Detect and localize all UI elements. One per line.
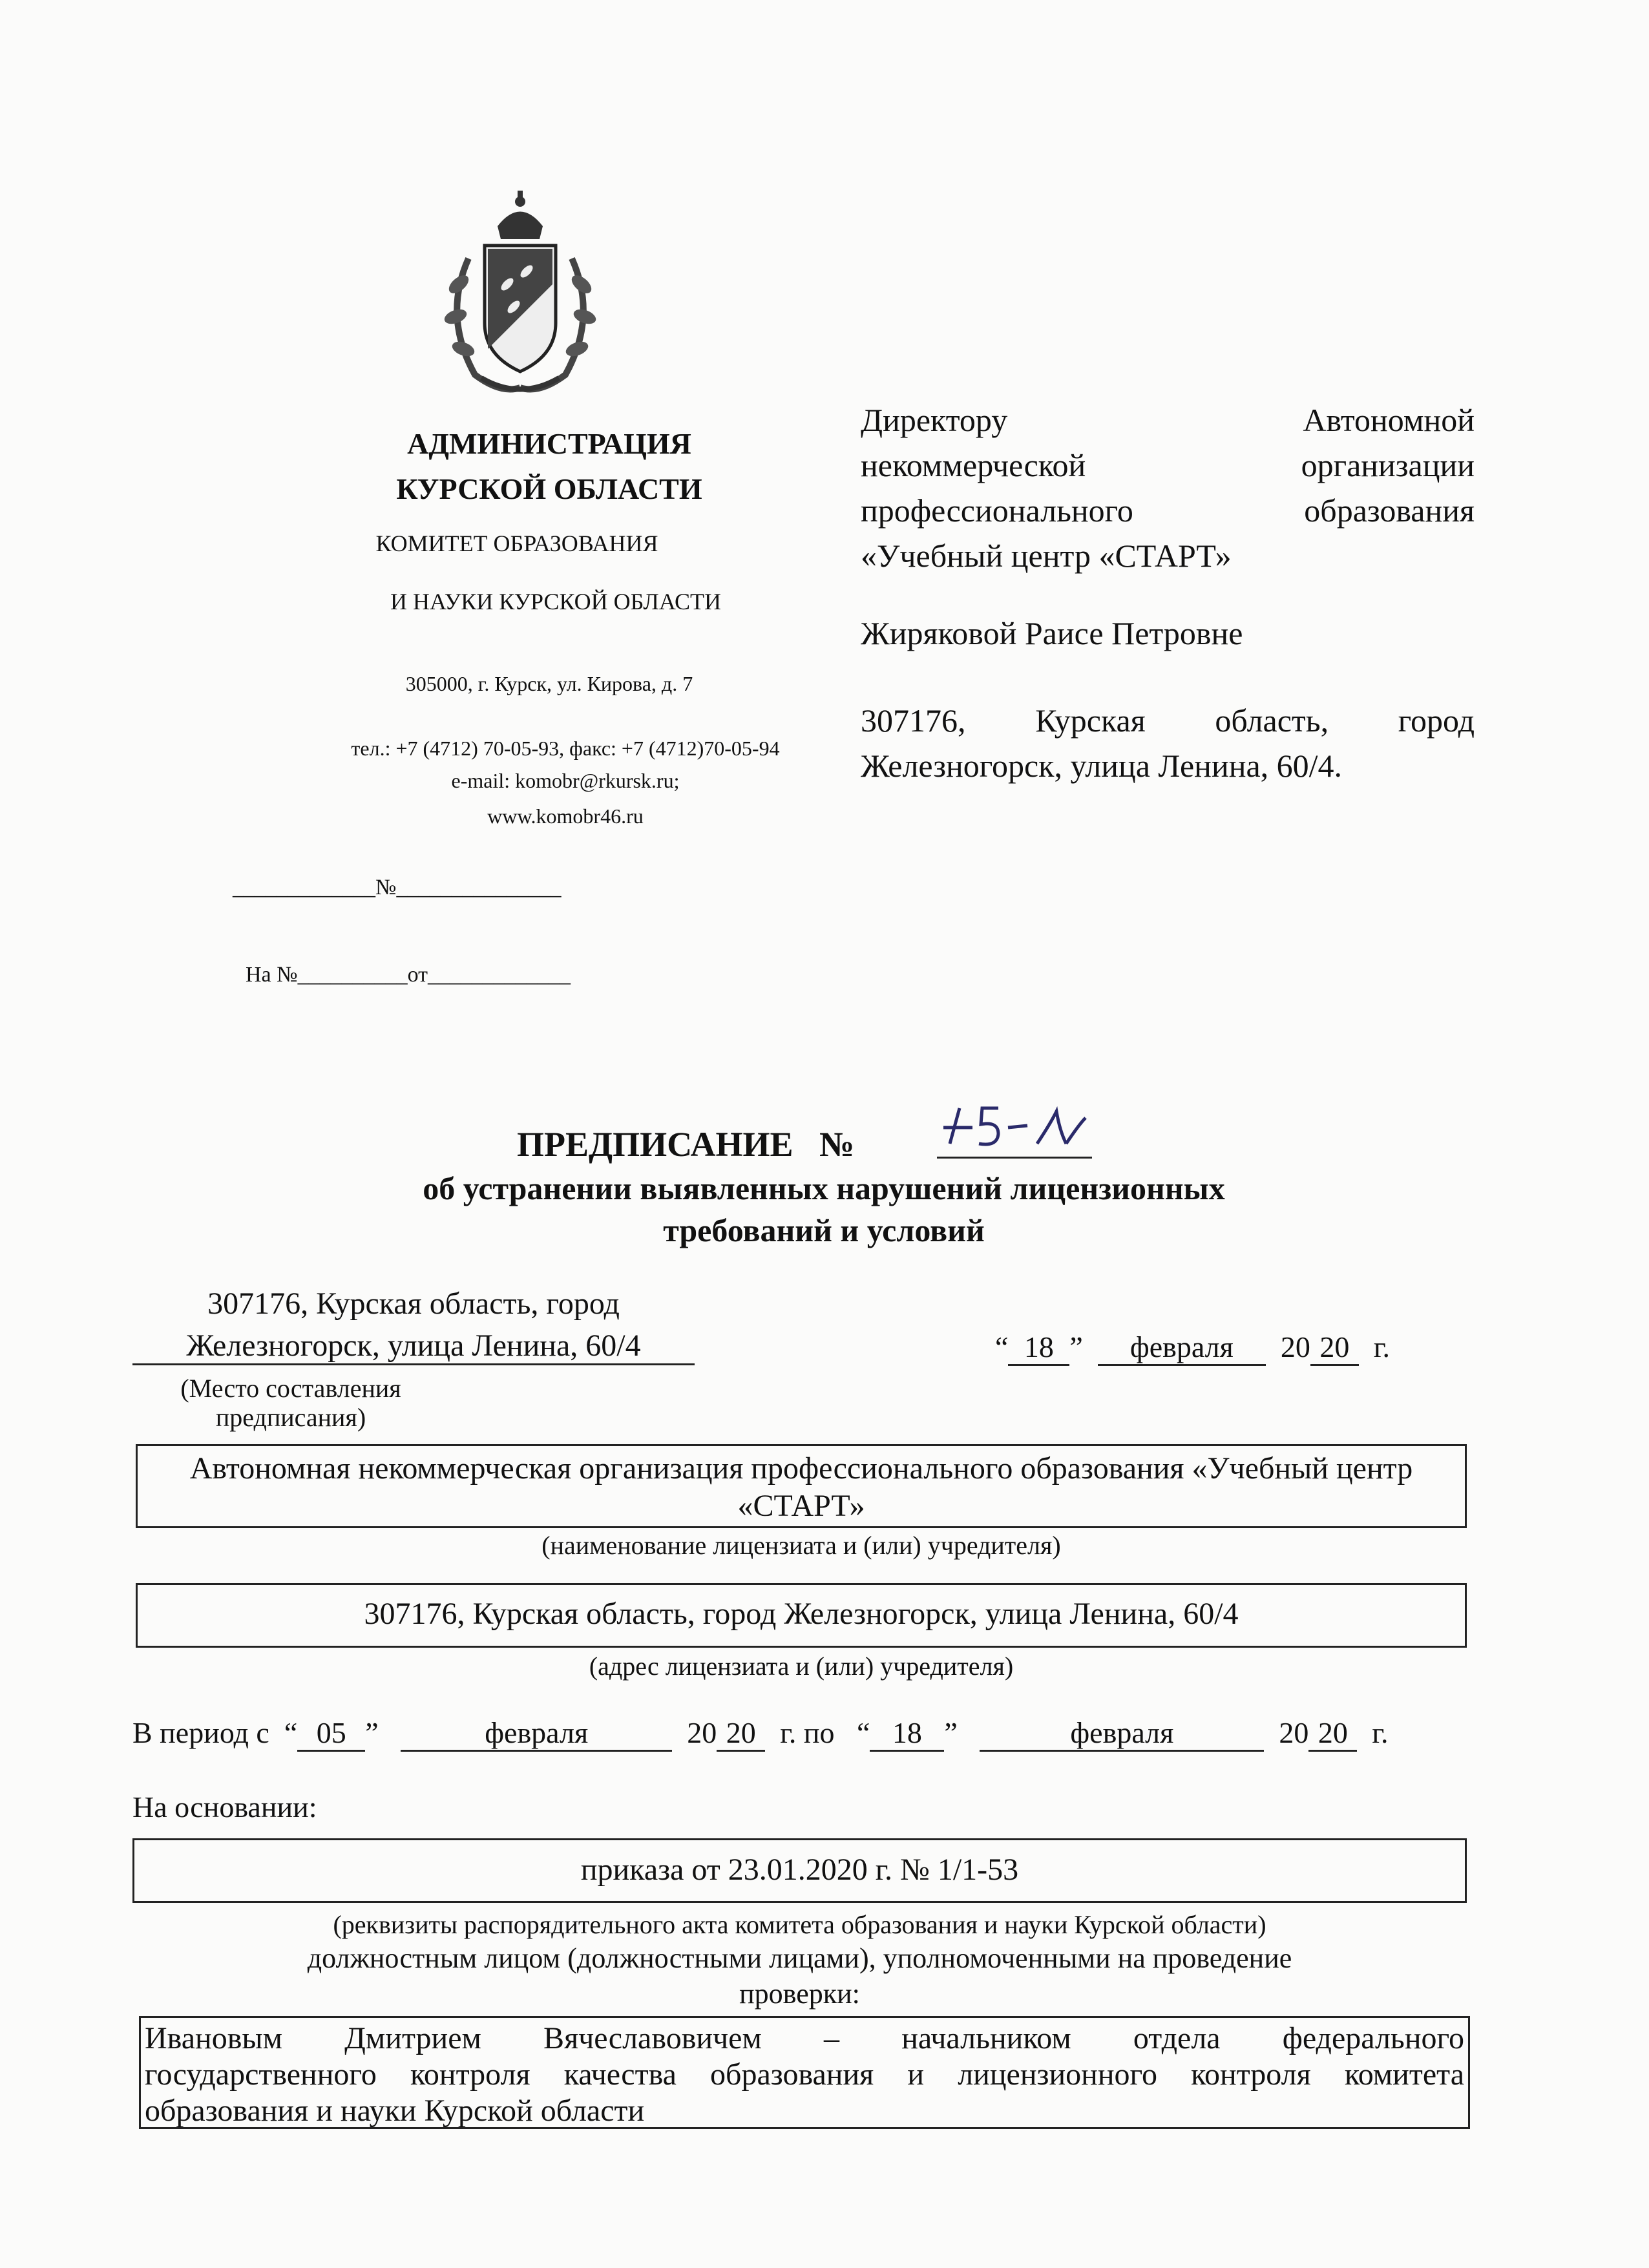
quote-mark: “ — [995, 1330, 1009, 1363]
recipient-text: город — [1398, 702, 1475, 739]
quote-mark: “ — [284, 1716, 298, 1749]
recipient-text: Директору — [861, 402, 1008, 438]
period-to-label: г. по — [780, 1716, 835, 1749]
place-of-drafting-line-1: 307176, Курская область, город — [207, 1286, 620, 1321]
inspector-line-1: Ивановым Дмитрием Вячеславовичем – начальником отдела федерального — [145, 2021, 1464, 2055]
place-caption-line-1: (Место составления — [180, 1374, 401, 1403]
officials-caption-line-1: должностным лицом (должностными лицами), уполномоченными на проведение — [307, 1942, 1292, 1974]
inspector-box — [139, 2016, 1470, 2129]
sender-address: 305000, г. Курск, ул. Кирова, д. 7 — [405, 672, 693, 695]
licensee-name-box: Автономная некоммерческая организация профессионального образования «Учебный центр «СТАРТ» — [136, 1444, 1467, 1528]
recipient-line-4: «Учебный центр «СТАРТ» — [861, 538, 1232, 574]
quote-mark: ” — [1069, 1330, 1083, 1363]
handwritten-prescription-number — [937, 1098, 1092, 1159]
quote-mark: ” — [365, 1716, 379, 1749]
quote-mark: ” — [944, 1716, 958, 1749]
licensee-name-caption: (наименование лицензиата и (или) учредителя) — [541, 1531, 1061, 1560]
period-from-month: февраля — [401, 1716, 672, 1752]
outgoing-number-line: _____________№_______________ — [233, 876, 562, 899]
period-from-day: 05 — [297, 1716, 365, 1752]
document-subtitle-line-1: об устранении выявленных нарушений лицензионных — [423, 1170, 1225, 1206]
sender-committee-line2: И НАУКИ КУРСКОЙ ОБЛАСТИ — [390, 589, 722, 614]
document-date — [995, 1330, 1390, 1366]
period-from-year: 20 — [717, 1716, 765, 1752]
recipient-name: Жиряковой Раисе Петровне — [861, 615, 1243, 651]
recipient-line-2 — [861, 443, 1475, 488]
sender-committee-line1: КОМИТЕТ ОБРАЗОВАНИЯ — [375, 530, 658, 556]
recipient-text: Автономной — [1303, 402, 1475, 438]
document-title: ПРЕДПИСАНИЕ № — [517, 1125, 855, 1164]
officials-caption-line-2: проверки: — [739, 1978, 860, 2010]
licensee-address-caption: (адрес лицензиата и (или) учредителя) — [589, 1652, 1014, 1681]
period-to-day: 18 — [870, 1716, 944, 1752]
date-month: февраля — [1098, 1330, 1266, 1366]
reply-reference-line: На №__________от_____________ — [246, 963, 571, 987]
basis-label: На основании: — [132, 1790, 317, 1823]
recipient-text: некоммерческой — [861, 447, 1086, 483]
period-year-prefix: 20 — [687, 1716, 717, 1749]
sender-email: e-mail: komobr@rkursk.ru; — [451, 769, 680, 792]
date-year: 20 — [1310, 1330, 1359, 1366]
period-prefix: В период с — [132, 1716, 269, 1749]
recipient-text: профессионального — [861, 492, 1133, 529]
order-reference-caption: (реквизиты распорядительного акта комитета образования и науки Курской области) — [333, 1910, 1266, 1939]
document-subtitle-line-2: требований и условий — [663, 1212, 985, 1248]
sender-phone: тел.: +7 (4712) 70-05-93, факс: +7 (4712)70-05-94 — [351, 737, 780, 760]
inspection-period — [132, 1716, 1389, 1752]
recipient-address-line-1 — [861, 698, 1475, 743]
inspector-line-3: образования и науки Курской области — [145, 2094, 645, 2128]
sender-website: www.komobr46.ru — [487, 804, 644, 828]
place-of-drafting-line-2: Железногорск, улица Ленина, 60/4 — [132, 1328, 695, 1365]
date-suffix: г. — [1373, 1330, 1391, 1363]
recipient-line-1 — [861, 397, 1475, 443]
period-to-year: 20 — [1308, 1716, 1357, 1752]
period-to-month: февраля — [980, 1716, 1264, 1752]
place-caption-line-2: предписания) — [215, 1403, 366, 1432]
recipient-text: Курская — [1035, 702, 1146, 739]
order-reference-box: приказа от 23.01.2020 г. № 1/1-53 — [132, 1838, 1467, 1903]
period-year-prefix: 20 — [1279, 1716, 1309, 1749]
recipient-text: организации — [1301, 447, 1475, 483]
licensee-address-box: 307176, Курская область, город Железногорск, улица Ленина, 60/4 — [136, 1583, 1467, 1648]
inspector-line-2: государственного контроля качества образования и лицензионного контроля комитета — [145, 2057, 1464, 2092]
sender-region: КУРСКОЙ ОБЛАСТИ — [396, 472, 702, 505]
date-year-prefix: 20 — [1280, 1330, 1310, 1363]
coat-of-arms-emblem — [423, 187, 617, 401]
recipient-line-3 — [861, 488, 1475, 533]
period-suffix: г. — [1372, 1716, 1389, 1749]
recipient-text: область, — [1215, 702, 1329, 739]
recipient-text: 307176, — [861, 702, 966, 739]
sender-administration: АДМИНИСТРАЦИЯ — [407, 427, 691, 460]
date-day: 18 — [1008, 1330, 1069, 1366]
quote-mark: “ — [856, 1716, 870, 1749]
recipient-address-line-2: Железногорск, улица Ленина, 60/4. — [861, 748, 1343, 784]
recipient-text: образования — [1304, 492, 1475, 529]
